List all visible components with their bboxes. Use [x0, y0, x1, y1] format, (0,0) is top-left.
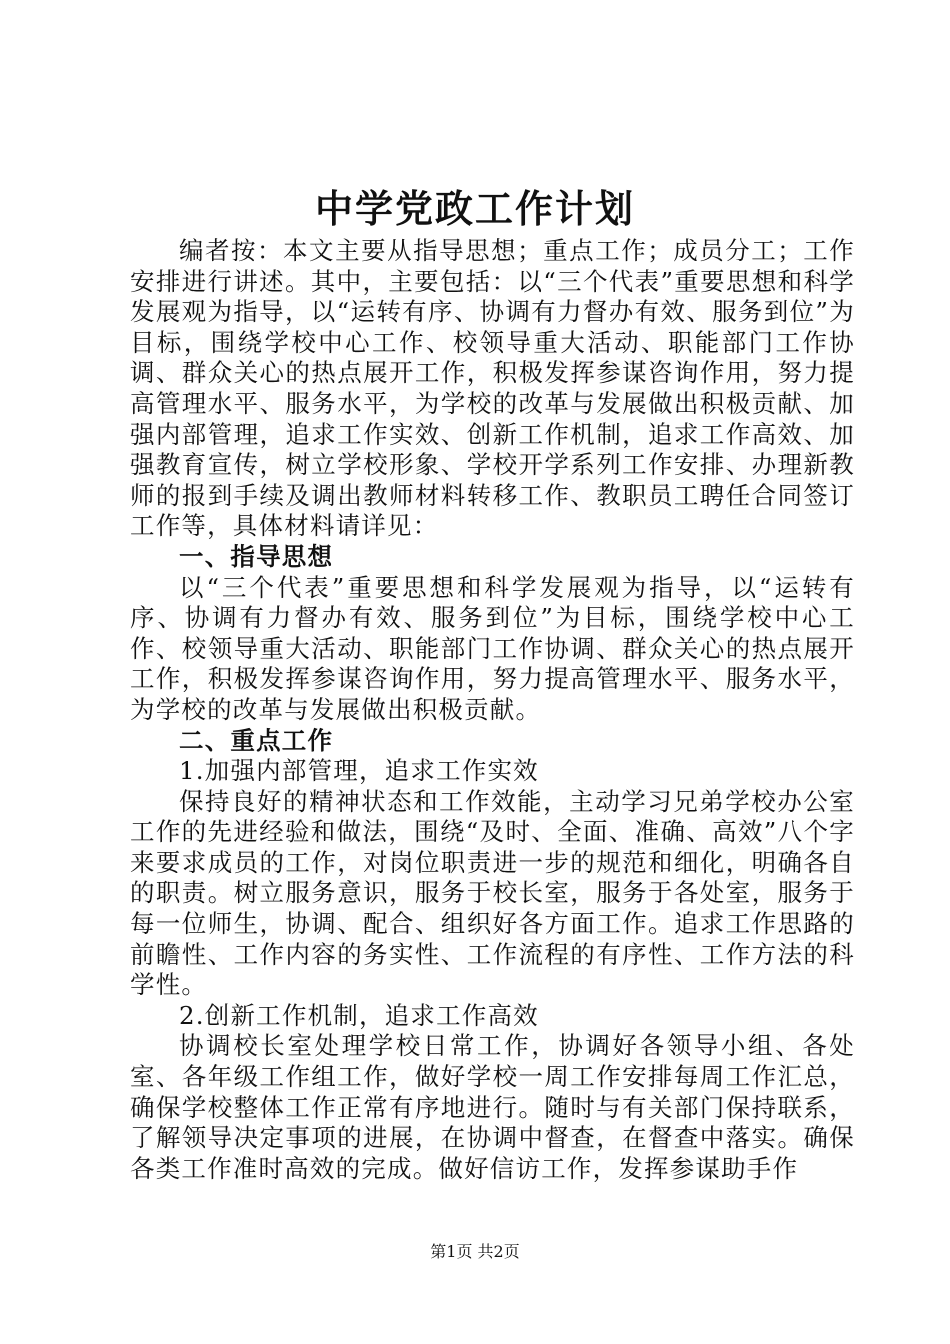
document-body	[130, 236, 855, 1184]
guiding-thought-paragraph: 以“三个代表”重要思想和科学发展观为指导，以“运转有序、协调有力督办有效、服务到位”为目标，围绕学校中心工作、校领导重大活动、职能部门工作协调、群众关心的热点展开工作，积极发挥参谋咨询作用，努力提高管理水平、服务水平，为学校的改革与发展做出积极贡献。	[130, 572, 855, 724]
editor-note-paragraph: 编者按：本文主要从指导思想；重点工作；成员分工；工作安排进行讲述。其中，主要包括：以“三个代表”重要思想和科学发展观为指导，以“运转有序、协调有力督办有效、服务到位”为目标，围绕学校中心工作、校领导重大活动、职能部门工作协调、群众关心的热点展开工作，积极发挥参谋咨询作用，努力提高管理水平、服务水平，为学校的改革与发展做出积极贡献、加强内部管理，追求工作实效、创新工作机制，追求工作高效、加强教育宣传，树立学校形象、学校开学系列工作安排、办理新教师的报到手续及调出教师材料转移工作、教职员工聘任合同签订工作等，具体材料请详见：	[130, 236, 855, 541]
item1-heading: 1.加强内部管理，追求工作实效	[179, 756, 539, 786]
page-footer: 第1页 共2页	[430, 1242, 520, 1261]
section-heading-guiding-thought: 一、指导思想	[179, 541, 334, 571]
item2-paragraph: 协调校长室处理学校日常工作，协调好各领导小组、各处室、各年级工作组工作，做好学校一周工作安排每周工作汇总，确保学校整体工作正常有序地进行。随时与有关部门保持联系，了解领导决定事项的进展，在协调中督查，在督查中落实。确保各类工作准时高效的完成。做好信访工作，发挥参谋助手作	[130, 1031, 855, 1183]
section-heading-key-work: 二、重点工作	[179, 725, 334, 755]
document-title: 中学党政工作计划	[314, 186, 635, 231]
item1-paragraph: 保持良好的精神状态和工作效能，主动学习兄弟学校办公室工作的先进经验和做法，围绕“及时、全面、准确、高效”八个字来要求成员的工作，对岗位职责进一步的规范和细化，明确各自的职责。树立服务意识，服务于校长室，服务于各处室，服务于每一位师生，协调、配合、组织好各方面工作。追求工作思路的前瞻性、工作内容的务实性、工作流程的有序性、工作方法的科学性。	[130, 786, 855, 1000]
item2-heading: 2.创新工作机制，追求工作高效	[179, 1000, 539, 1030]
